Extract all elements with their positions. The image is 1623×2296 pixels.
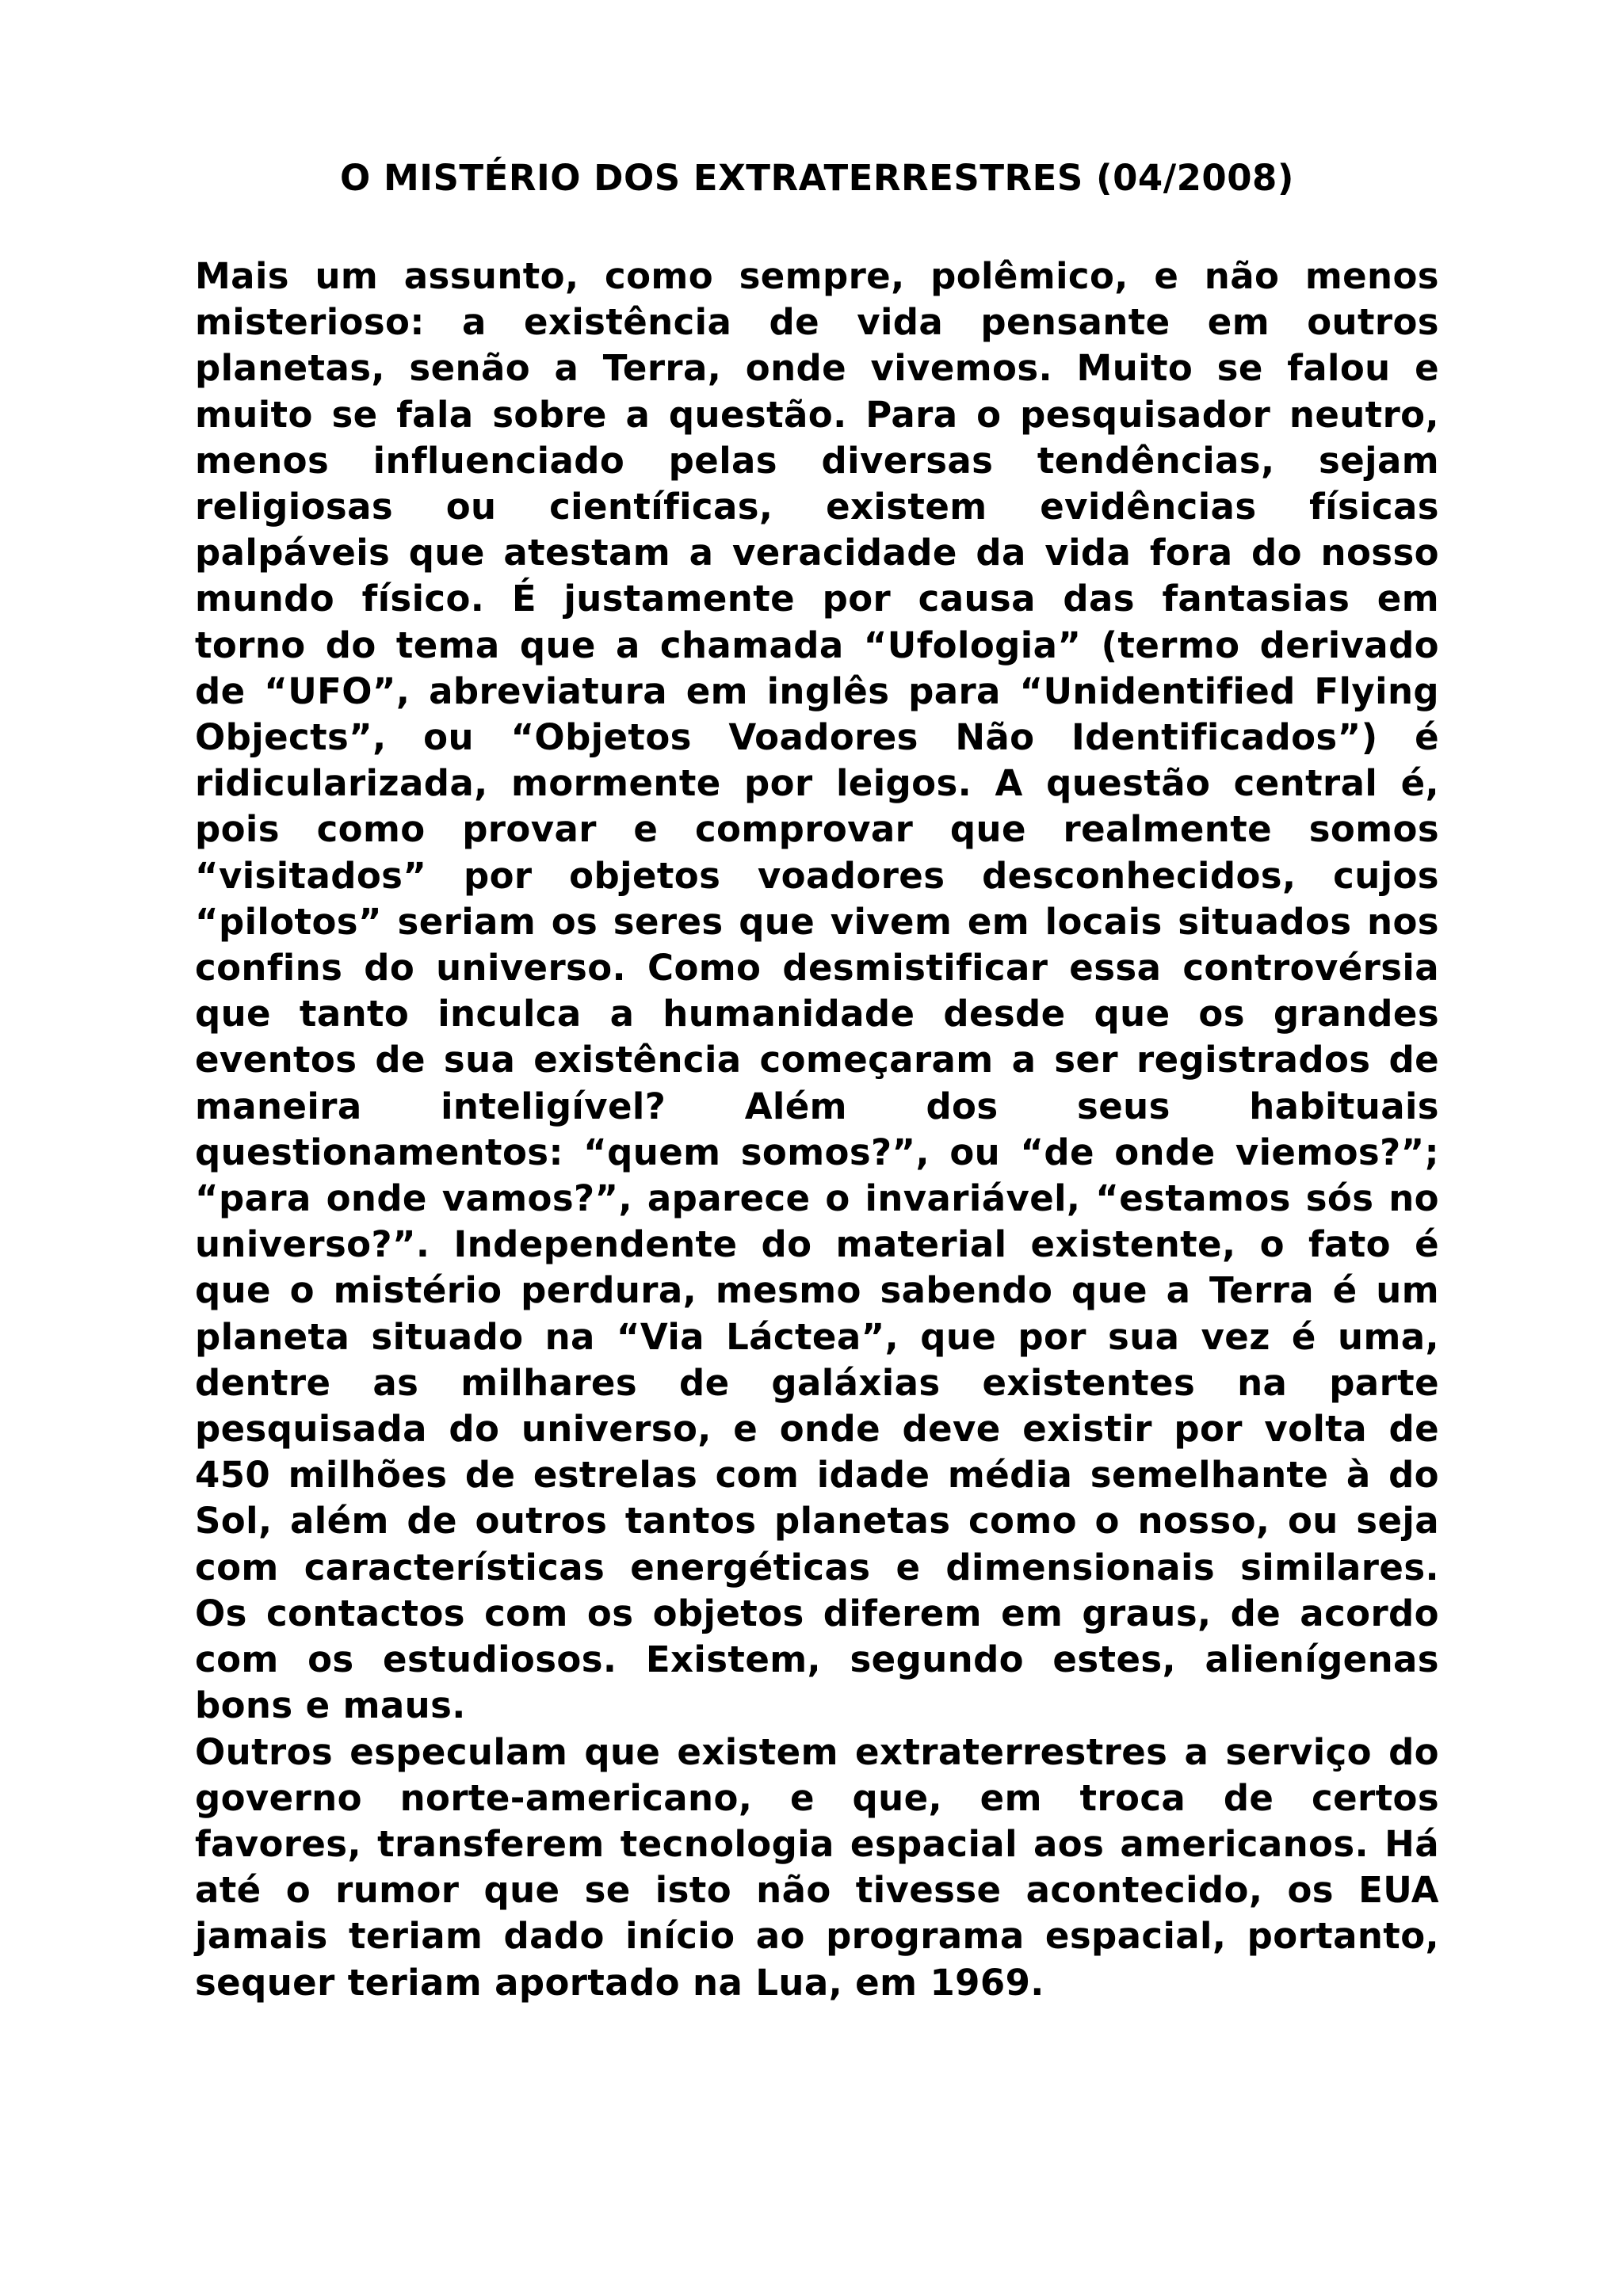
paragraph-1: Mais um assunto, como sempre, polêmico, e não menos misterioso: a existência de vida pensante em outros planetas, senão a Terra, onde vivemos. Muito se falou e muito se fala sobre a questão. Para o pesquisador neutro, menos influenciado pelas diversas tendências, sejam religiosas ou científicas, existem evidências físicas palpáveis que atestam a veracidade da vida fora do nosso mundo físico. É justamente por causa das fantasias em torno do tema que a chamada “Ufologia” (termo derivado de “UFO”, abreviatura em inglês para “Unidentified Flying Objects”, ou “Objetos Voadores Não Identificados”) é ridicularizada, mormente por leigos. A questão central é, pois como provar e comprovar que realmente somos “visitados” por objetos voadores desconhecidos, cujos “pilotos” seriam os seres que vivem em locais situados nos confins do universo. Como desmistificar essa controvérsia que tanto inculca a humanidade desde que os grandes eventos de sua existência começaram a ser registrados de maneira inteligível? Além dos seus habituais questionamentos: “quem somos?”, ou “de onde viemos?”; “para onde vamos?”, aparece o invariável, “estamos sós no universo?”. Independente do material existente, o fato é que o mistério perdura, mesmo sabendo que a Terra é um planeta situado na “Via Láctea”, que por sua vez é uma, dentre as milhares de galáxias existentes na parte pesquisada do universo, e onde deve existir por volta de 450 milhões de estrelas com idade média semelhante à do Sol, além de outros tantos planetas como o nosso, ou seja com características energéticas e dimensionais similares. Os contactos com os objetos diferem em graus, de acordo com os estudiosos. Existem, segundo estes, alienígenas bons e maus.: [195, 255, 1439, 1727]
document-page: [195, 154, 1439, 2006]
document-title: O MISTÉRIO DOS EXTRATERRESTRES (04/2008): [340, 157, 1294, 199]
document-body: [195, 254, 1439, 2006]
paragraph-2: Outros especulam que existem extraterrestres a serviço do governo norte-americano, e que, em troca de certos favores, transferem tecnologia espacial aos americanos. Há até o rumor que se isto não tivesse acontecido, os EUA jamais teriam dado início ao programa espacial, portanto, sequer teriam aportado na Lua, em 1969.: [195, 1730, 1439, 2004]
